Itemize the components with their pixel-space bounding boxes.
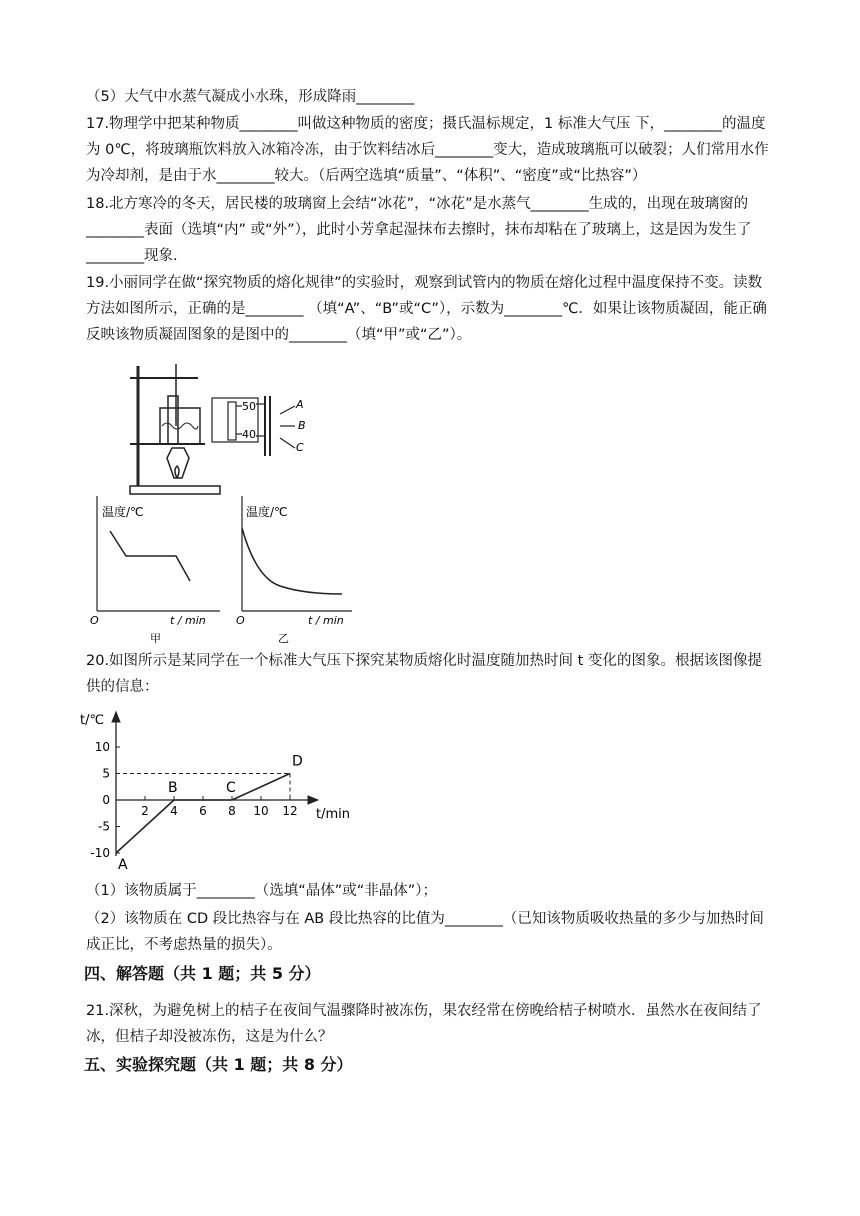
y-axis-arrow bbox=[112, 712, 120, 722]
y-tick-label: 10 bbox=[94, 740, 110, 754]
chart-20 bbox=[76, 706, 356, 876]
jia-origin: O bbox=[90, 614, 99, 627]
section-4-heading: 四、解答题（共 1 题；共 5 分） bbox=[84, 964, 321, 983]
x-tick-label: 6 bbox=[199, 804, 207, 818]
question-19: 19.小丽同学在做“探究物质的熔化规律”的实验时，观察到试管内的物质在熔化过程中温度保持不变。读数方法如图所示，正确的是________ （填“A”、“B”或“C”），示数为________℃．如果让该物质凝固，能正确反映该物质凝固图象的是图中的________（填“甲”或“乙”）。 bbox=[86, 275, 767, 343]
x-tick-label: 10 bbox=[253, 804, 269, 818]
section-5-heading: 五、实验探究题（共 1 题；共 8 分） bbox=[84, 1055, 353, 1074]
x-tick-label: 2 bbox=[141, 804, 149, 818]
point-label-a: A bbox=[118, 857, 128, 873]
question-20-part-2: （2）该物质在 CD 段比热容与在 AB 段比热容的比值为________（已知该物质吸收热量的多少与加热时间成正比，不考虑热量的损失）。 bbox=[86, 911, 764, 953]
question-17: 17.物理学中把某种物质________叫做这种物质的密度；摄氏温标规定，1 标准大气压 下，________的温度为 0℃，将玻璃瓶饮料放入冰箱冷冻，由于饮料结冰后________变大，造成玻璃瓶可以破裂；人们常用水作为冷却剂，是由于水________较大。（后两空选填“质量”、“体积”、“密度”或“比热容”） bbox=[86, 116, 769, 184]
question-20-part-1: （1）该物质属于________（选填“晶体”或“非晶体”）； bbox=[86, 883, 438, 899]
caption-yi: 乙 bbox=[278, 632, 289, 645]
jia-xlabel: t / min bbox=[170, 614, 206, 627]
iron-stand-apparatus bbox=[130, 364, 220, 494]
yi-xlabel: t / min bbox=[308, 614, 344, 627]
point-label-c: C bbox=[226, 780, 236, 796]
view-c-label: C bbox=[296, 441, 304, 454]
view-b-label: B bbox=[298, 419, 306, 432]
y-tick-label: 5 bbox=[102, 766, 110, 781]
point-label-d: D bbox=[292, 753, 303, 770]
x-tick-label: 4 bbox=[170, 804, 178, 818]
jia-ylabel: 温度/℃ bbox=[102, 505, 144, 519]
yi-origin: O bbox=[236, 614, 245, 627]
y-tick-label: -10 bbox=[90, 846, 110, 860]
x-axis-arrow bbox=[308, 796, 318, 804]
y-tick-label: -5 bbox=[98, 819, 110, 834]
point-label-b: B bbox=[168, 780, 178, 796]
x-tick-label: 8 bbox=[228, 804, 236, 818]
y-tick-label: 0 bbox=[102, 793, 110, 807]
q16-5-text: （5）大气中水蒸气凝成小水珠，形成降雨________ bbox=[86, 89, 415, 105]
chart-ylabel: t/℃ bbox=[80, 713, 105, 728]
thermo-top-label: 50 bbox=[242, 400, 256, 413]
thermo-bottom-label: 40 bbox=[242, 428, 256, 441]
question-18: 18.北方寒冷的冬天，居民楼的玻璃窗上会结“冰花”，“冰花”是水蒸气________生成的，出现在玻璃窗的________表面（选填“内” 或“外”），此时小芳拿起湿抹布去擦时，抹布却粘在了玻璃上，这是因为发生了________现象. bbox=[86, 196, 752, 264]
chart-xlabel: t/min bbox=[316, 807, 350, 822]
yi-ylabel: 温度/℃ bbox=[246, 505, 288, 519]
question-21: 21.深秋，为避免树上的桔子在夜间气温骤降时被冻伤，果农经常在傍晚给桔子树喷水．虽然水在夜间结了冰，但桔子却没被冻伤，这是为什么？ bbox=[86, 1003, 762, 1045]
figure-19 bbox=[80, 356, 370, 646]
x-tick-label: 12 bbox=[282, 804, 298, 818]
caption-jia: 甲 bbox=[150, 632, 161, 645]
question-20: 20.如图所示是某同学在一个标准大气压下探究某物质熔化时温度随加热时间 t 变化的图象。根据该图像提供的信息： bbox=[86, 653, 762, 695]
view-a-label: A bbox=[296, 398, 304, 411]
